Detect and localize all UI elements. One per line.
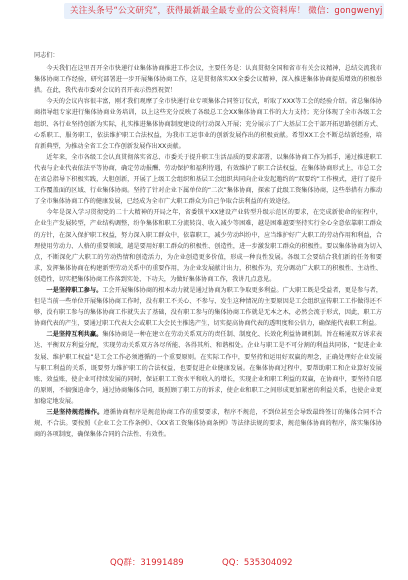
- section-heading: 二是坚持互利共赢。: [46, 331, 103, 339]
- document-body: [34, 50, 382, 440]
- section-heading: 三是坚持规范操作。: [46, 409, 104, 416]
- paragraph: 近年来，全市各级工会认真贯彻落实省总、市委关于提升职工生活品质的要求部署，以集体协商工作为抓手，通过推进职工代表与企业代表依法平等协商，确定劳动报酬、劳动保护和福利待遇，有效维护了职工合法权益，在集体协商形式上，市总工会在省总指导下积极实践，大胆创新，开展了上级工会组织和基层工会组织共同向企业发起邀约的“双要约”工作模式，进行了提升工作覆盖面的区域、行业集体协商。坚持了针对企业下属单位的“二次”集体协商，探索了此级工资集体协商，这些举措有力推动了全市集体协商工作的健康发展，已经成为全市广大职工群众为自己争取合法利益的有效途径。: [34, 153, 382, 206]
- paragraph: 二是坚持互利共赢。集体协商是一种在建立在劳动关系双方的责任制、制度化、长效化利益协调机制。旨在畅通双方诉求表达、平衡双方利益分配，实现劳动关系双方各尽所能、各得其所、和谐相处。企业与职工是不可分割的利益共同体，“促进企业发展、维护职工权益”是工会工作必须遵循的一个重要原则。在实际工作中，要坚持和运用好双赢的理念，正确处理好企业发展与职工利益的关系，既要努力维护职工的合法权益，也要促进企业健康发展。在集体协商过程中，要帮助职工和企业算好发展账、效益账，使企业可持续发展的同时，保证职工工资水平和收入的增长，实现企业和职工利益的双赢，在协商中，要坚持自愿的原则，不搞强迫命令，通过协商集体合同，既照顾了职工方的诉求，使企业和职工之间形成更加紧密的利益关系，也使企业更加稳定地发展。: [34, 331, 383, 405]
- paragraph: 今天我们在这里召开全市快递行业集体协商推进工作会议，主要任务是：认真贯彻全国和省市有关会议精神，总结交流我市集体协商工作经验，研究部署进一步开展集体协商工作，这是贯彻落实XX全委会议精神，深入推进集体协商提质增效的积极举措。在此，我代表市委对会议的召开表示热烈祝贺！: [34, 65, 382, 95]
- header-banner: [0, 0, 408, 26]
- footer: [0, 556, 408, 572]
- qq-group-text: QQ群：31991489: [110, 558, 184, 568]
- banner-text: 关注头条号“公文研究”，获得最新最全最专业的公文资料库！ 微信：gongwenyj: [70, 6, 383, 16]
- paragraph: 一是坚持职工参与。工会开展集体协商的根本动力就是通过协商为职工争取更多利益。广大职工既是受益者，更是参与者，但是当前一些单位开展集体协商工作时，没有职工不关心、不参与、发生这种情况的主要原因是工会组织宣传职工工作做得还不够，没有职工参与的集体协商工作就失去了基础，没有职工参与的集体协商工作就是无本之木，必然会流于形式，因此，职工方协商代表的产生，要通过职工代表大会或职工大会民主推选产生，切实提高协商代表的透明度和公信力，确保能代表职工利益。: [34, 286, 383, 328]
- greeting: 同志们：: [34, 52, 59, 59]
- section-heading: 一是坚持职工参与。: [46, 286, 103, 294]
- qq-text: QQ：535304092: [222, 558, 293, 568]
- paragraph: 三是坚持规范操作。遵循协商程序是规范协商工作的重要要求，程序不规范，不到位甚至会导致最终签订的集体合同不合规、不合法。要按照《企业工会工作条例》、《XX省工资集体协商条例》等法律法规的要求，规范集体协商的程序，落实集体协商的各项制度，确保集体合同的合法性、有效性。: [34, 409, 382, 439]
- paragraph: 今天的会议内容很丰富，刚才我们观摩了全市快递行业专项集体合同签订仪式，听取了XXX等工会的经验介绍。省总集体协商指导组专家进行集体协商业务培训，以上这些充分反映了各级总工会XX集体协商工作的大力支持；充分体现了全市各级工会组织、各行业坚持创新为实际，扎实推进集体协商制度建设的行动深入开展；充分展示了广大基层工会干部开拓思路创新方式、心系职工、服务职工，依法维护职工合法权益，为我市工运事业的创新发展作出的积极贡献。希望XX工会不断总结新经验，培育新典型，为推动全省工会工作创新发展作出XX贡献。: [34, 98, 382, 150]
- paragraph: 今年是深入学习贯彻党的二十大精神的开局之年，省委锁平XX建设产业转型升级示范区的要求，在完成新使命的征程中，企业生产发展转型，产业结构调整，纷争集体和职工分流转岗、收入减少等困难，越是困难越要坚持实行全心全意依靠职工群众的方针，在深入保护职工权益，努力深入职工群众中，依靠职工，减少劳动纠纷中，应当维护好广大职工的劳动作用和利益，合理使用劳动力、人格的重要领域，越是要用好职工群众的积极性、创造性，进一步激发职工群众的积极性。要以集体协商为切入点，不断深化广大职工的劳动热情和创造活力，为企业创造更多价值，形成一种良性发展。各级工会要结合我们新的任务和要求，发挥集体协商在构建新型劳动关系中的重要作用，为企业发展献计出力，积极作为，充分调动广大职工的积极性、主动性、创造性，切实把集体协商工作落到实处、下功夫，为做好集体协商工作，我讲几点意见。: [34, 209, 382, 283]
